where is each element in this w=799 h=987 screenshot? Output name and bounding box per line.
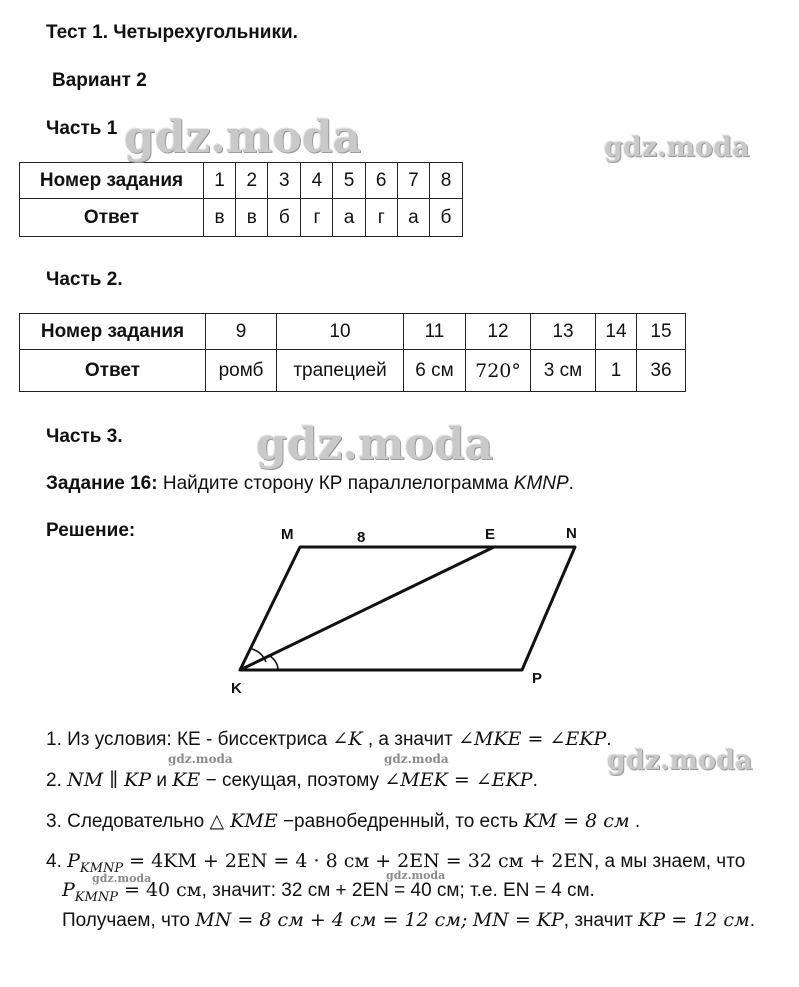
step1-equation: ∠MKE = ∠EKP <box>458 728 607 750</box>
solution-step-4-line-3 <box>62 909 755 932</box>
variant-title: Вариант 2 <box>52 70 147 91</box>
table-cell: 11 <box>404 314 466 350</box>
task16-figure-name: KMNP <box>513 473 569 494</box>
table-cell: 3 <box>268 163 301 199</box>
step6-end: . <box>749 910 756 931</box>
step2-num: 2. <box>46 770 68 791</box>
label-m: M <box>281 526 294 543</box>
table-cell: 15 <box>637 314 686 350</box>
watermark-logo: gdz.moda <box>124 112 362 163</box>
parallelogram-kmnp <box>240 547 575 670</box>
table-cell: в <box>236 199 268 237</box>
step2-end: . <box>532 770 538 791</box>
step4-equation: = 4KM + 2EN = 4 · 8 см + 2EN = 32 см + 2EN <box>123 850 594 872</box>
table-cell: 13 <box>531 314 596 350</box>
task16-text: Найдите сторону КР параллелограмма <box>157 473 514 494</box>
step3-equation: KM = 8 см <box>523 810 630 832</box>
table-cell: г <box>301 199 333 237</box>
step3-end: . <box>629 811 641 832</box>
table-cell: 7 <box>397 163 429 199</box>
step5-p: P <box>62 879 75 901</box>
step2-ke: KE <box>172 769 201 791</box>
table-cell: б <box>429 199 462 237</box>
watermark-logo: gdz.moda <box>256 419 494 470</box>
table-cell: 1 <box>596 350 637 392</box>
table-cell: 14 <box>596 314 637 350</box>
step2-text-2: − секущая, поэтому <box>200 770 385 791</box>
step2-text: и <box>151 770 173 791</box>
part1-heading: Часть 1 <box>46 118 118 139</box>
table-cell: 6 <box>365 163 397 199</box>
step2-equation: ∠MEK = ∠EKP <box>384 769 533 791</box>
watermark-logo: gdz.moda <box>92 872 152 885</box>
table-cell: 8 <box>429 163 462 199</box>
step1-text: 1. Из условия: КЕ - биссектриса <box>46 729 333 750</box>
table-cell: 5 <box>333 163 365 199</box>
watermark-logo: gdz.moda <box>386 869 446 882</box>
table-cell: 4 <box>301 163 333 199</box>
solution-step-2 <box>46 769 538 792</box>
step1-angle-k: ∠K <box>332 728 363 750</box>
step5-equation: = 40 см <box>117 879 202 901</box>
part2-answer-label: Ответ <box>20 350 206 392</box>
table-cell: 9 <box>206 314 277 350</box>
step4-text: , а мы знаем, что <box>593 851 746 872</box>
table-cell: 36 <box>637 350 686 392</box>
table-cell: г <box>365 199 397 237</box>
table-cell: б <box>268 199 301 237</box>
label-p: P <box>532 670 543 687</box>
watermark-logo: gdz.moda <box>607 745 753 776</box>
table-cell: 3 см <box>531 350 596 392</box>
step5-p-sub: KMNP <box>74 889 118 905</box>
table-cell: 1 <box>204 163 236 199</box>
table-cell: в <box>204 199 236 237</box>
watermark-logo: gdz.moda <box>168 752 233 766</box>
bisector-ke <box>240 547 494 670</box>
label-n: N <box>566 525 577 542</box>
step6-equation: MN = 8 см + 4 см = 12 см; <box>195 909 468 931</box>
step4-p-sub: KMNP <box>79 860 124 876</box>
part1-task-label: Номер задания <box>20 163 204 199</box>
solution-label: Решение: <box>46 520 136 541</box>
label-me-length: 8 <box>357 529 366 546</box>
step5-text: , значит: 32 см + 2EN = 40 см; т.е. EN = 4 см. <box>201 880 595 901</box>
table-cell: 12 <box>466 314 531 350</box>
table-cell: ромб <box>206 350 277 392</box>
watermark-logo: gdz.moda <box>384 752 449 766</box>
table-cell: 6 см <box>404 350 466 392</box>
step1-end: . <box>606 729 612 750</box>
table-cell: а <box>333 199 365 237</box>
table-cell: 10 <box>277 314 404 350</box>
table-cell: трапецией <box>277 350 404 392</box>
angle-arc-inner <box>270 656 278 670</box>
label-k: K <box>231 680 242 697</box>
part2-task-label: Номер задания <box>20 314 206 350</box>
part3-heading: Часть 3. <box>46 426 123 447</box>
table-cell: 2 <box>236 163 268 199</box>
step3-text-2: −равнобедренный, то есть <box>277 811 524 832</box>
task16-label: Задание 16: <box>46 473 158 494</box>
task16-end: . <box>568 473 574 494</box>
table-cell: 720° <box>466 350 531 392</box>
part2-heading: Часть 2. <box>46 269 123 290</box>
step6-result: KP = 12 см <box>638 909 750 931</box>
label-e: E <box>485 526 496 543</box>
solution-step-1 <box>46 728 612 751</box>
step1-text-2: , а значит <box>362 729 459 750</box>
step4-p: P <box>67 850 80 872</box>
step6-equality: MN = KP <box>472 909 564 931</box>
step3-triangle: △ KME <box>209 810 278 832</box>
step6-text-2: , значит <box>563 910 639 931</box>
table-cell: а <box>397 199 429 237</box>
step6-text: Получаем, что <box>62 910 196 931</box>
step4-num: 4. <box>46 851 68 872</box>
step2-parallel: NM ∥ KP <box>67 769 152 791</box>
step3-text: 3. Следовательно <box>46 811 210 832</box>
part1-answer-label: Ответ <box>20 199 204 237</box>
watermark-logo: gdz.moda <box>604 132 750 163</box>
solution-step-3 <box>46 810 640 833</box>
test-title: Тест 1. Четырехугольники. <box>46 22 298 43</box>
